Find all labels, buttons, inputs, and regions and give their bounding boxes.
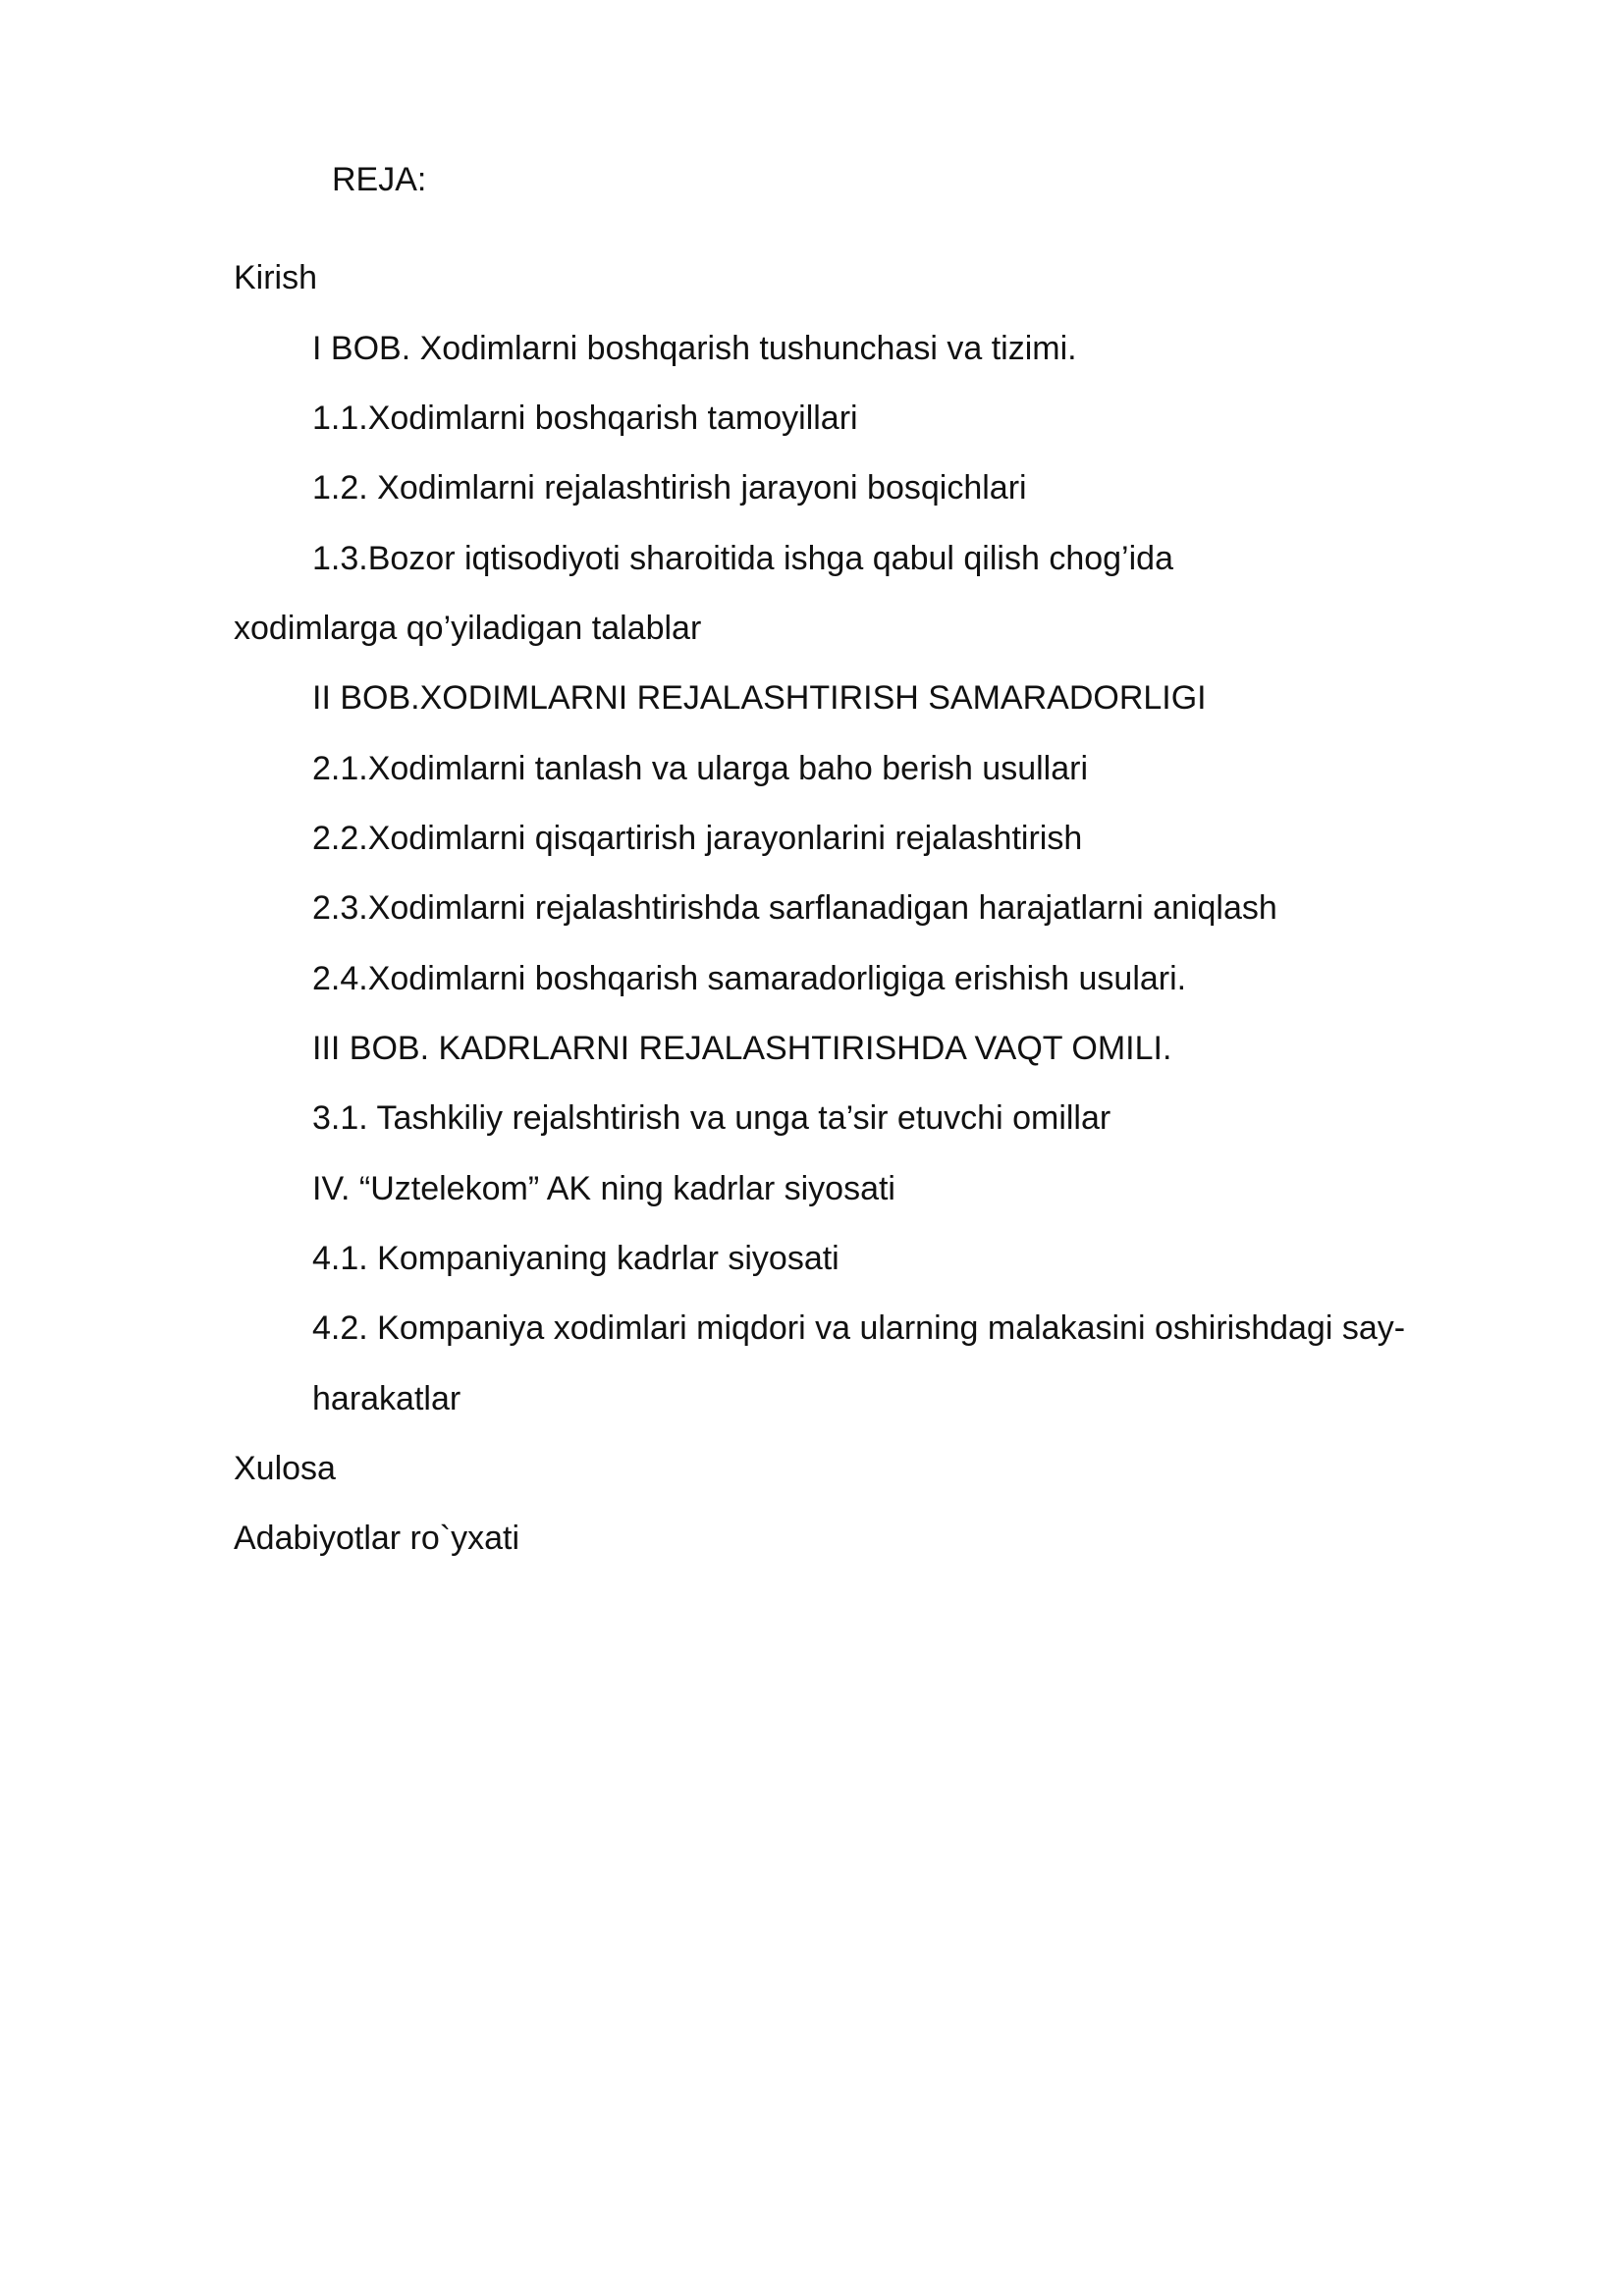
toc-section-2-2: 2.2.Xodimlarni qisqartirish jarayonlarini rejalashtirish	[312, 820, 1083, 857]
toc-chapter-3: III BOB. KADRLARNI REJALASHTIRISHDA VAQT OMILI.	[312, 1030, 1172, 1067]
toc-section-1-2: 1.2. Xodimlarni rejalashtirish jarayoni bosqichlari	[312, 469, 1027, 507]
toc-section-3-1: 3.1. Tashkiliy rejalshtirish va unga ta’sir etuvchi omillar	[312, 1099, 1111, 1137]
toc-chapter-2: II BOB.XODIMLARNI REJALASHTIRISH SAMARADORLIGI	[312, 679, 1207, 717]
toc-section-2-4: 2.4.Xodimlarni boshqarish samaradorligiga erishish usulari.	[312, 960, 1187, 997]
toc-entry-intro: Kirish	[234, 259, 318, 296]
toc-section-1-1: 1.1.Xodimlarni boshqarish tamoyillari	[312, 400, 858, 437]
toc-section-4-2: 4.2. Kompaniya xodimlari miqdori va ularning malakasini oshirishdagi say-	[312, 1309, 1406, 1347]
page-title: REJA:	[332, 161, 427, 198]
toc-chapter-4: IV. “Uztelekom” AK ning kadrlar siyosati	[312, 1170, 895, 1207]
toc-section-2-1: 2.1.Xodimlarni tanlash va ularga baho berish usullari	[312, 750, 1089, 787]
toc-section-1-3-continued: xodimlarga qo’yiladigan talablar	[234, 610, 702, 647]
toc-section-4-2-continued: harakatlar	[312, 1380, 461, 1417]
toc-section-1-3: 1.3.Bozor iqtisodiyoti sharoitida ishga qabul qilish chog’ida	[312, 540, 1173, 577]
toc-entry-conclusion: Xulosa	[234, 1450, 336, 1487]
toc-entry-references: Adabiyotlar ro`yxati	[234, 1520, 520, 1557]
toc-chapter-1: I BOB. Xodimlarni boshqarish tushunchasi va tizimi.	[312, 330, 1077, 367]
toc-section-4-1: 4.1. Kompaniyaning kadrlar siyosati	[312, 1240, 839, 1277]
toc-section-2-3: 2.3.Xodimlarni rejalashtirishda sarflanadigan harajatlarni aniqlash	[312, 889, 1277, 927]
